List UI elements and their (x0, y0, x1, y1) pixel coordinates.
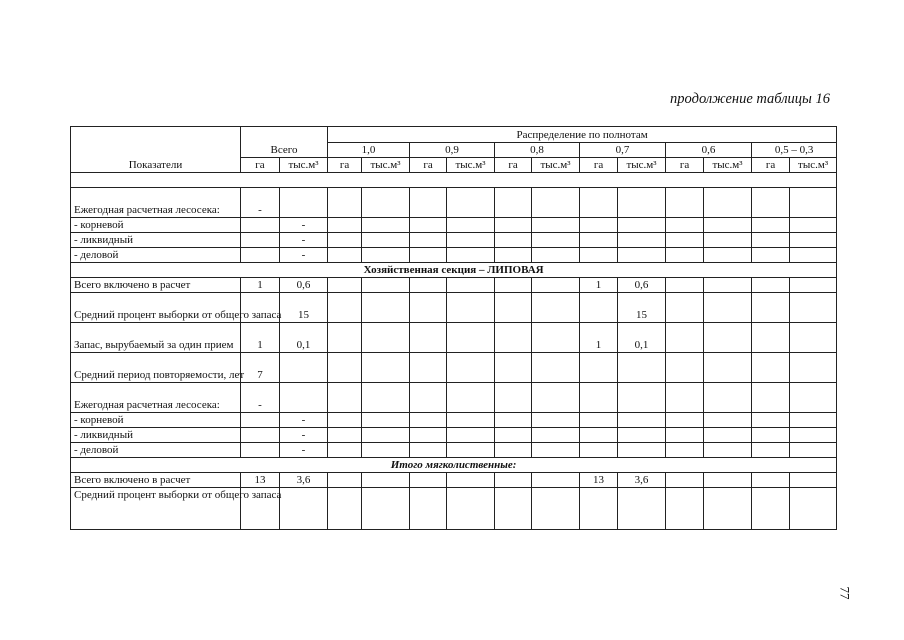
value-cell (328, 473, 362, 488)
value-cell (704, 278, 752, 293)
value-cell (532, 233, 580, 248)
value-cell (328, 233, 362, 248)
section-row (71, 263, 837, 278)
row-label: Средний процент выборки от общего запаса (71, 488, 241, 530)
density-header: 0,9 (410, 143, 495, 158)
value-cell (580, 293, 618, 323)
value-cell (328, 353, 362, 383)
value-cell (495, 233, 532, 248)
table-continuation-caption: продолжение таблицы 16 (670, 91, 830, 107)
value-cell: - (241, 383, 280, 413)
value-cell (362, 233, 410, 248)
row-label: Ежегодная расчетная лесосека: (71, 188, 241, 218)
value-cell (666, 293, 704, 323)
table-row-empty (71, 173, 837, 188)
value-cell (410, 473, 447, 488)
value-cell (666, 473, 704, 488)
value-cell (447, 248, 495, 263)
unit-thousand-m3: тыс.м³ (704, 158, 752, 173)
value-cell (362, 473, 410, 488)
value-cell (328, 488, 362, 530)
value-cell (362, 323, 410, 353)
value-cell (241, 443, 280, 458)
value-cell (618, 233, 666, 248)
value-cell (362, 428, 410, 443)
value-cell (241, 413, 280, 428)
value-cell (666, 218, 704, 233)
header-indicators: Показатели (71, 127, 241, 173)
value-cell (410, 293, 447, 323)
value-cell (704, 488, 752, 530)
value-cell (495, 248, 532, 263)
value-cell: - (280, 413, 328, 428)
value-cell (532, 428, 580, 443)
value-cell: 0,6 (618, 278, 666, 293)
density-header: 0,7 (580, 143, 666, 158)
value-cell (752, 293, 790, 323)
value-cell (790, 233, 837, 248)
table-row (71, 323, 837, 353)
row-label: - ликвидный (71, 428, 241, 443)
value-cell (704, 428, 752, 443)
value-cell (410, 323, 447, 353)
value-cell (328, 413, 362, 428)
value-cell (495, 188, 532, 218)
value-cell: 1 (241, 323, 280, 353)
value-cell (580, 428, 618, 443)
value-cell: 3,6 (280, 473, 328, 488)
table-row (71, 218, 837, 233)
value-cell (580, 188, 618, 218)
unit-thousand-m3: тыс.м³ (790, 158, 837, 173)
value-cell (580, 218, 618, 233)
value-cell (618, 488, 666, 530)
value-cell (362, 293, 410, 323)
value-cell (580, 383, 618, 413)
value-cell: 3,6 (618, 473, 666, 488)
value-cell (790, 218, 837, 233)
value-cell (704, 233, 752, 248)
value-cell (752, 323, 790, 353)
value-cell (666, 278, 704, 293)
table-row (71, 443, 837, 458)
value-cell (618, 413, 666, 428)
value-cell (362, 443, 410, 458)
unit-thousand-m3: тыс.м³ (362, 158, 410, 173)
value-cell (362, 413, 410, 428)
unit-ha: га (241, 158, 280, 173)
value-cell: 15 (280, 293, 328, 323)
value-cell (410, 248, 447, 263)
value-cell: 0,1 (618, 323, 666, 353)
value-cell (328, 278, 362, 293)
value-cell (447, 188, 495, 218)
value-cell (618, 248, 666, 263)
value-cell (447, 443, 495, 458)
value-cell (532, 413, 580, 428)
density-header: 1,0 (328, 143, 410, 158)
value-cell (328, 293, 362, 323)
row-label: Запас, вырубаемый за один прием (71, 323, 241, 353)
value-cell (495, 353, 532, 383)
value-cell (666, 188, 704, 218)
value-cell (410, 188, 447, 218)
section-row (71, 458, 837, 473)
value-cell (580, 233, 618, 248)
value-cell (704, 353, 752, 383)
value-cell (410, 488, 447, 530)
value-cell (580, 353, 618, 383)
value-cell (447, 488, 495, 530)
value-cell (495, 413, 532, 428)
value-cell (790, 428, 837, 443)
density-header: 0,6 (666, 143, 752, 158)
value-cell (790, 383, 837, 413)
row-label: - деловой (71, 443, 241, 458)
value-cell: - (280, 233, 328, 248)
value-cell (790, 353, 837, 383)
value-cell (618, 353, 666, 383)
value-cell: 15 (618, 293, 666, 323)
value-cell (704, 293, 752, 323)
value-cell (362, 278, 410, 293)
row-label: Ежегодная расчетная лесосека: (71, 383, 241, 413)
value-cell (752, 188, 790, 218)
unit-thousand-m3: тыс.м³ (280, 158, 328, 173)
value-cell (752, 443, 790, 458)
value-cell: 1 (241, 278, 280, 293)
value-cell (532, 443, 580, 458)
page-number: 77 (837, 586, 853, 600)
value-cell (447, 353, 495, 383)
value-cell (532, 323, 580, 353)
value-cell (752, 248, 790, 263)
value-cell (704, 218, 752, 233)
unit-ha: га (495, 158, 532, 173)
value-cell: - (280, 218, 328, 233)
value-cell (752, 383, 790, 413)
value-cell (580, 443, 618, 458)
value-cell (447, 413, 495, 428)
table-row (71, 353, 837, 383)
value-cell (410, 353, 447, 383)
value-cell (410, 443, 447, 458)
value-cell (618, 428, 666, 443)
value-cell (447, 323, 495, 353)
value-cell (280, 383, 328, 413)
value-cell (790, 488, 837, 530)
value-cell (447, 473, 495, 488)
value-cell (752, 278, 790, 293)
unit-thousand-m3: тыс.м³ (532, 158, 580, 173)
row-label: Всего включено в расчет (71, 278, 241, 293)
section-title: Итого мягколиственные: (71, 458, 837, 473)
unit-ha: га (328, 158, 362, 173)
value-cell (790, 413, 837, 428)
value-cell (495, 473, 532, 488)
row-label: - ликвидный (71, 233, 241, 248)
section-title: Хозяйственная секция – ЛИПОВАЯ (71, 263, 837, 278)
density-header: 0,5 – 0,3 (752, 143, 837, 158)
value-cell (666, 488, 704, 530)
value-cell (495, 383, 532, 413)
header-total: Всего (241, 127, 328, 158)
value-cell (362, 218, 410, 233)
value-cell (495, 428, 532, 443)
value-cell (328, 323, 362, 353)
value-cell (328, 218, 362, 233)
value-cell (328, 248, 362, 263)
value-cell (495, 323, 532, 353)
unit-ha: га (580, 158, 618, 173)
value-cell (618, 218, 666, 233)
table-row (71, 293, 837, 323)
value-cell (532, 293, 580, 323)
value-cell (532, 473, 580, 488)
row-label: - деловой (71, 248, 241, 263)
value-cell (752, 413, 790, 428)
value-cell (532, 218, 580, 233)
value-cell (790, 248, 837, 263)
table-row (71, 278, 837, 293)
value-cell (362, 353, 410, 383)
table-row (71, 428, 837, 443)
table-row (71, 473, 837, 488)
value-cell (618, 383, 666, 413)
value-cell (495, 293, 532, 323)
value-cell (532, 248, 580, 263)
unit-ha: га (666, 158, 704, 173)
value-cell (704, 248, 752, 263)
value-cell (752, 473, 790, 488)
table-row (71, 248, 837, 263)
value-cell (790, 323, 837, 353)
value-cell (666, 233, 704, 248)
value-cell (666, 443, 704, 458)
unit-ha: га (752, 158, 790, 173)
value-cell (280, 353, 328, 383)
table-row (71, 413, 837, 428)
value-cell (280, 488, 328, 530)
table-row (71, 233, 837, 248)
unit-thousand-m3: тыс.м³ (447, 158, 495, 173)
value-cell (410, 428, 447, 443)
value-cell (580, 248, 618, 263)
value-cell (532, 278, 580, 293)
value-cell: 13 (241, 473, 280, 488)
table-body (71, 173, 837, 530)
value-cell: - (280, 428, 328, 443)
value-cell (704, 413, 752, 428)
table-row (71, 188, 837, 218)
value-cell (790, 473, 837, 488)
row-label: Средний процент выборки от общего запаса (71, 293, 241, 323)
value-cell (495, 488, 532, 530)
row-label: Всего включено в расчет (71, 473, 241, 488)
value-cell (241, 218, 280, 233)
value-cell (704, 188, 752, 218)
value-cell (790, 443, 837, 458)
value-cell: 0,1 (280, 323, 328, 353)
value-cell (362, 383, 410, 413)
row-label: Средний период повторяемости, лет (71, 353, 241, 383)
value-cell: - (241, 188, 280, 218)
value-cell (328, 428, 362, 443)
value-cell (532, 188, 580, 218)
value-cell (495, 218, 532, 233)
value-cell (618, 188, 666, 218)
value-cell (790, 293, 837, 323)
value-cell (532, 383, 580, 413)
value-cell (241, 248, 280, 263)
value-cell (410, 383, 447, 413)
value-cell: - (280, 248, 328, 263)
value-cell (752, 233, 790, 248)
forest-distribution-table (70, 126, 837, 530)
header-distribution: Распределение по полнотам (328, 127, 837, 143)
value-cell (752, 428, 790, 443)
value-cell (580, 488, 618, 530)
value-cell (241, 233, 280, 248)
value-cell (618, 443, 666, 458)
row-label: - корневой (71, 218, 241, 233)
value-cell: 1 (580, 323, 618, 353)
value-cell (532, 353, 580, 383)
value-cell (447, 428, 495, 443)
value-cell (495, 278, 532, 293)
value-cell (241, 428, 280, 443)
value-cell (447, 278, 495, 293)
empty-cell (71, 173, 837, 188)
value-cell (328, 188, 362, 218)
value-cell (704, 473, 752, 488)
value-cell (410, 233, 447, 248)
value-cell: 0,6 (280, 278, 328, 293)
value-cell (362, 188, 410, 218)
value-cell (704, 323, 752, 353)
value-cell (752, 488, 790, 530)
value-cell (704, 383, 752, 413)
value-cell (447, 218, 495, 233)
value-cell (410, 218, 447, 233)
value-cell: 1 (580, 278, 618, 293)
value-cell (410, 413, 447, 428)
density-header: 0,8 (495, 143, 580, 158)
value-cell (666, 353, 704, 383)
value-cell (362, 248, 410, 263)
value-cell (328, 383, 362, 413)
value-cell (447, 293, 495, 323)
value-cell (447, 383, 495, 413)
table-row (71, 383, 837, 413)
value-cell (666, 248, 704, 263)
value-cell: 13 (580, 473, 618, 488)
value-cell (666, 428, 704, 443)
value-cell (532, 488, 580, 530)
value-cell (280, 188, 328, 218)
table-row (71, 488, 837, 530)
value-cell (666, 323, 704, 353)
value-cell (328, 443, 362, 458)
value-cell: - (280, 443, 328, 458)
value-cell (790, 278, 837, 293)
value-cell (752, 353, 790, 383)
value-cell (666, 413, 704, 428)
value-cell (580, 413, 618, 428)
row-label: - корневой (71, 413, 241, 428)
unit-thousand-m3: тыс.м³ (618, 158, 666, 173)
value-cell (495, 443, 532, 458)
value-cell (752, 218, 790, 233)
value-cell: 7 (241, 353, 280, 383)
value-cell (790, 188, 837, 218)
value-cell (447, 233, 495, 248)
value-cell (410, 278, 447, 293)
value-cell (362, 488, 410, 530)
value-cell (704, 443, 752, 458)
value-cell (666, 383, 704, 413)
unit-ha: га (410, 158, 447, 173)
